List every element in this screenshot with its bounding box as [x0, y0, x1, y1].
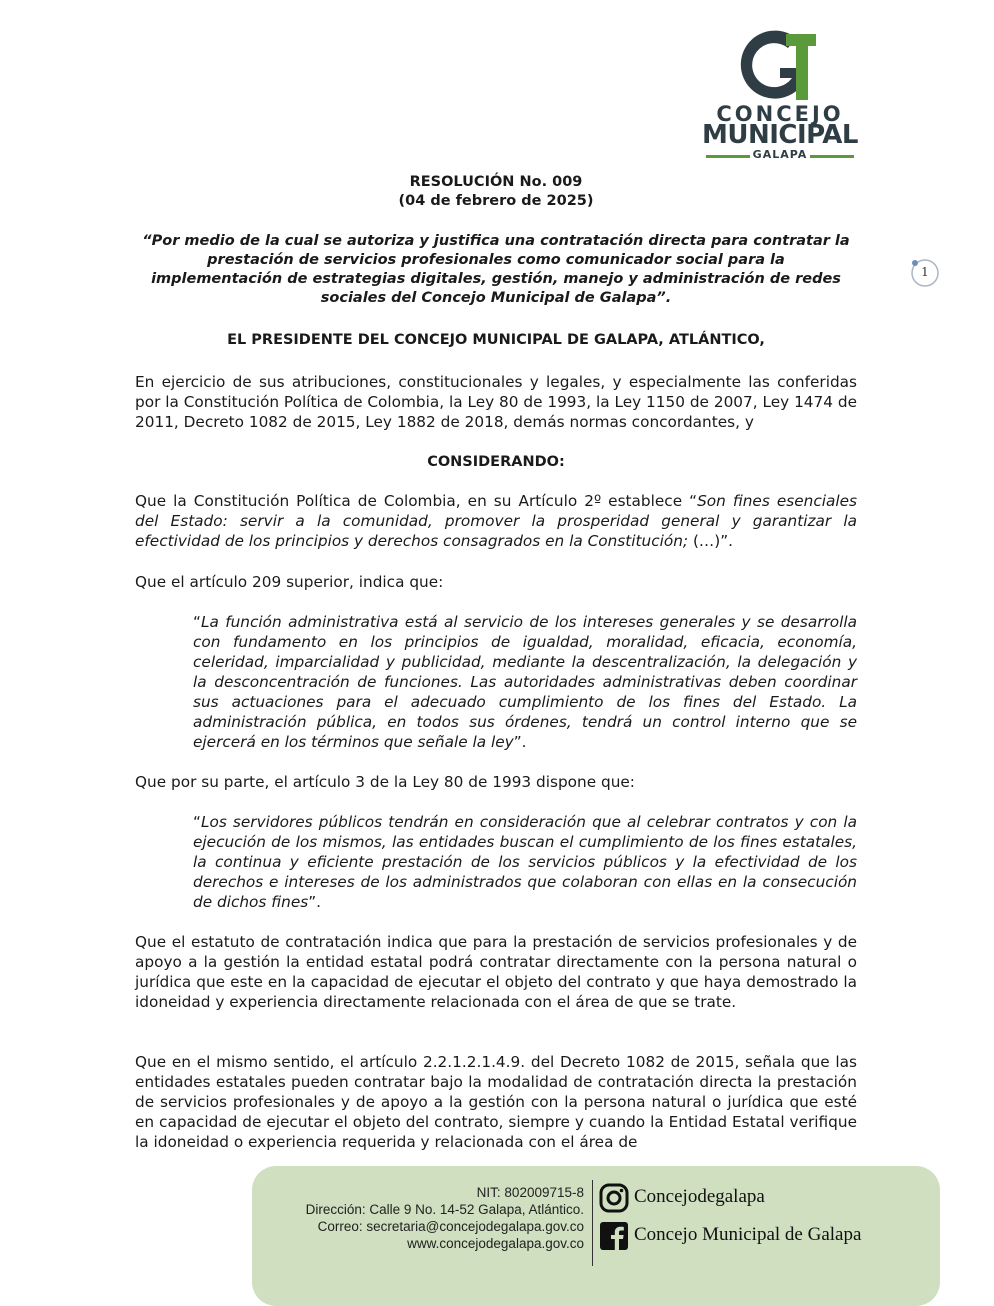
- facebook-icon[interactable]: [598, 1220, 630, 1252]
- quote-close-mark: ”.: [513, 733, 527, 751]
- resolution-date: (04 de febrero de 2025): [398, 193, 594, 209]
- resolution-subject: “Por medio de la cual se autoriza y justifica una contratación directa para contratar la prestación de servicios profesionales como comunicador social para la implementación de estrategias digitales, gestión, manejo y administración de redes sociales del Concejo Municipal de Galapa”.: [142, 233, 850, 306]
- considerando-heading: CONSIDERANDO:: [427, 454, 565, 470]
- footer-website[interactable]: www.concejodegalapa.gov.co: [407, 1236, 584, 1251]
- logo-word-municipal: MUNICIPAL: [701, 120, 859, 150]
- quote-art-209-text: La función administrativa está al servicio de los intereses generales y se desarrolla con fundamento en los principios de igualdad, moralidad, eficacia, economía, celeridad, imparcialidad y publicidad, mediante la descentralización, la delegación y la desconcentración de funciones. Las autoridades administrativas deben coordinar sus actuaciones para el adecuado cumplimiento de los fines del Estado. La administración pública, en todos sus órdenes, tendrá un control interno que se ejercerá en los términos que señale la ley: [193, 613, 857, 751]
- footer-address: Dirección: Calle 9 No. 14-52 Galapa, Atlántico.: [305, 1202, 584, 1217]
- paragraph-ley-80: Que por su parte, el artículo 3 de la Ley 80 de 1993 dispone que:: [135, 773, 635, 791]
- paragraph-estatuto: Que el estatuto de contratación indica que para la prestación de servicios profesionales y de apoyo a la gestión la entidad estatal podrá contratar directamente con la persona natural o jurídica que este en la capacidad de ejecutar el objeto del contrato y que haya demostrado la idoneidad y experiencia directamente relacionada con el área de que se trate.: [135, 933, 857, 1011]
- quote-close-mark: ”.: [308, 893, 321, 911]
- quote-art-209: [193, 612, 857, 752]
- paragraph-art-2-end: (…)”.: [688, 532, 733, 550]
- facebook-page[interactable]: Concejo Municipal de Galapa: [634, 1224, 862, 1245]
- authority-heading: EL PRESIDENTE DEL CONCEJO MUNICIPAL DE GALAPA, ATLÁNTICO,: [227, 332, 765, 348]
- logo-divider-right: [810, 155, 854, 158]
- quote-ley-80-text: Los servidores públicos tendrán en consideración que al celebrar contratos y con la ejecución de los mismos, las entidades buscan el cumplimiento de los fines estatales, la continua y eficiente prestación de los servicios públicos y la efectividad de los derechos e intereses de los administrados que colaboran con ellas en la consecución de dichos fines: [193, 813, 857, 911]
- footer-contact: [252, 1184, 584, 1252]
- concejo-logo: [700, 30, 860, 165]
- footer-panel: [252, 1166, 940, 1306]
- logo-word-galapa: GALAPA: [752, 148, 808, 161]
- logo-g-icon: [700, 30, 860, 105]
- page-number: 1: [921, 265, 929, 279]
- paragraph-art-2-start: Que la Constitución Política de Colombia, en su Artículo 2º establece “: [135, 492, 698, 510]
- logo-word-concejo: CONCEJO: [716, 102, 844, 126]
- quote-open-mark: “: [193, 613, 201, 631]
- paragraph-art-2: [135, 491, 857, 551]
- quote-ley-80: [193, 812, 857, 912]
- footer-email[interactable]: Correo: secretaria@concejodegalapa.gov.co: [317, 1219, 584, 1234]
- paragraph-art-2-quote: Son fines esenciales del Estado: servir a la comunidad, promover la prosperidad general y garantizar la efectividad de los principios y derechos consagrados en la Constitución;: [135, 492, 857, 550]
- instagram-handle[interactable]: Concejodegalapa: [634, 1186, 765, 1207]
- paragraph-art-209: Que el artículo 209 superior, indica que:: [135, 573, 444, 591]
- quote-open-mark: “: [193, 813, 201, 831]
- instagram-icon[interactable]: [598, 1182, 630, 1214]
- footer-nit: NIT: 802009715-8: [476, 1185, 584, 1200]
- intro-paragraph: En ejercicio de sus atribuciones, constitucionales y legales, y especialmente las conferidas por la Constitución Política de Colombia, la Ley 80 de 1993, la Ley 1150 de 2007, Ley 1474 de 2011, Decreto 1082 de 2015, Ley 1882 de 2018, demás normas concordantes, y: [135, 373, 857, 431]
- resolution-number: RESOLUCIÓN No. 009: [409, 174, 583, 190]
- footer-divider: [592, 1180, 593, 1266]
- paragraph-decreto-1082: Que en el mismo sentido, el artículo 2.2.1.2.1.4.9. del Decreto 1082 de 2015, señala que las entidades estatales pueden contratar bajo la modalidad de contratación directa la prestación de servicios profesionales y de apoyo a la gestión con la persona natural o jurídica que esté en capacidad de ejecutar el objeto del contrato, siempre y cuando la Entidad Estatal verifique la idoneidad o experiencia requerida y relacionada con el área de: [135, 1053, 857, 1151]
